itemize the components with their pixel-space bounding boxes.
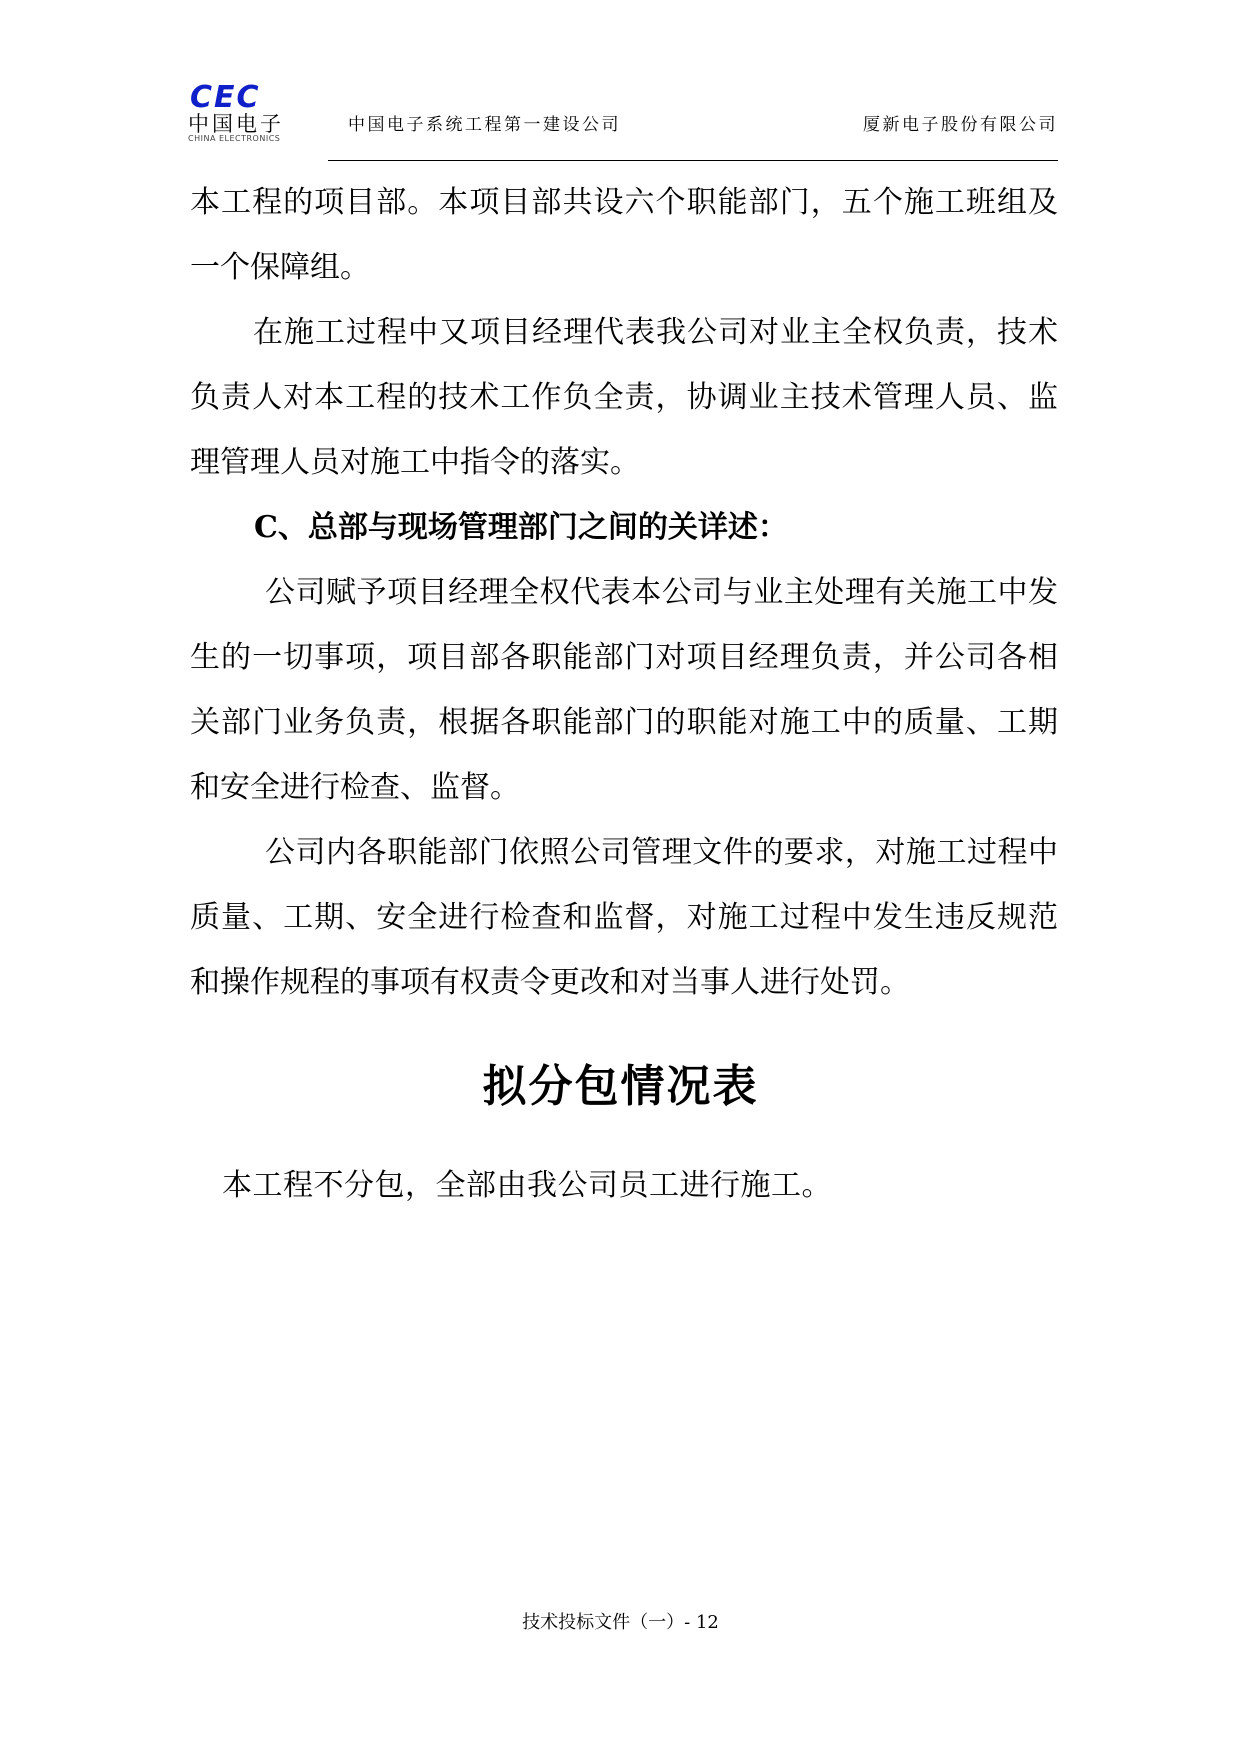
subheading-c: C、总部与现场管理部门之间的关详述： — [254, 510, 788, 545]
document-body — [190, 170, 1058, 1015]
logo-chinese-name: 中国电子 — [188, 112, 284, 136]
logo-english-name: CHINA ELECTRONICS — [188, 134, 281, 143]
paragraph-manager-responsibility: 在施工过程中又项目经理代表我公司对业主全权负责，技术负责人对本工程的技术工作负全责，协调业主技术管理人员、监理管理人员对施工中指令的落实。 — [190, 315, 1058, 480]
paragraph-authority: 公司赋予项目经理全权代表本公司与业主处理有关施工中发生的一切事项，项目部各职能部门对项目经理负责，并公司各相关部门业务负责，根据各职能部门的职能对施工中的质量、工期和安全进行检查、监督。 — [190, 575, 1058, 805]
header-left-company: 中国电子系统工程第一建设公司 — [348, 115, 621, 135]
header-divider — [328, 160, 1058, 161]
header-right-company: 厦新电子股份有限公司 — [863, 115, 1058, 135]
section-title: 拟分包情况表 — [482, 1061, 759, 1112]
logo-cec-text: CEC — [190, 80, 261, 115]
page-footer: 技术投标文件（一）- 12 — [522, 1612, 719, 1633]
cec-logo — [188, 80, 298, 150]
paragraph-inspection: 公司内各职能部门依照公司管理文件的要求，对施工过程中质量、工期、安全进行检查和监督，对施工过程中发生违反规范和操作规程的事项有权责令更改和对当事人进行处罚。 — [190, 835, 1058, 1000]
page-header — [188, 80, 1058, 162]
paragraph-project-dept: 本工程的项目部。本项目部共设六个职能部门，五个施工班组及一个保障组。 — [190, 185, 1058, 285]
subcontract-statement: 本工程不分包，全部由我公司员工进行施工。 — [222, 1168, 832, 1203]
